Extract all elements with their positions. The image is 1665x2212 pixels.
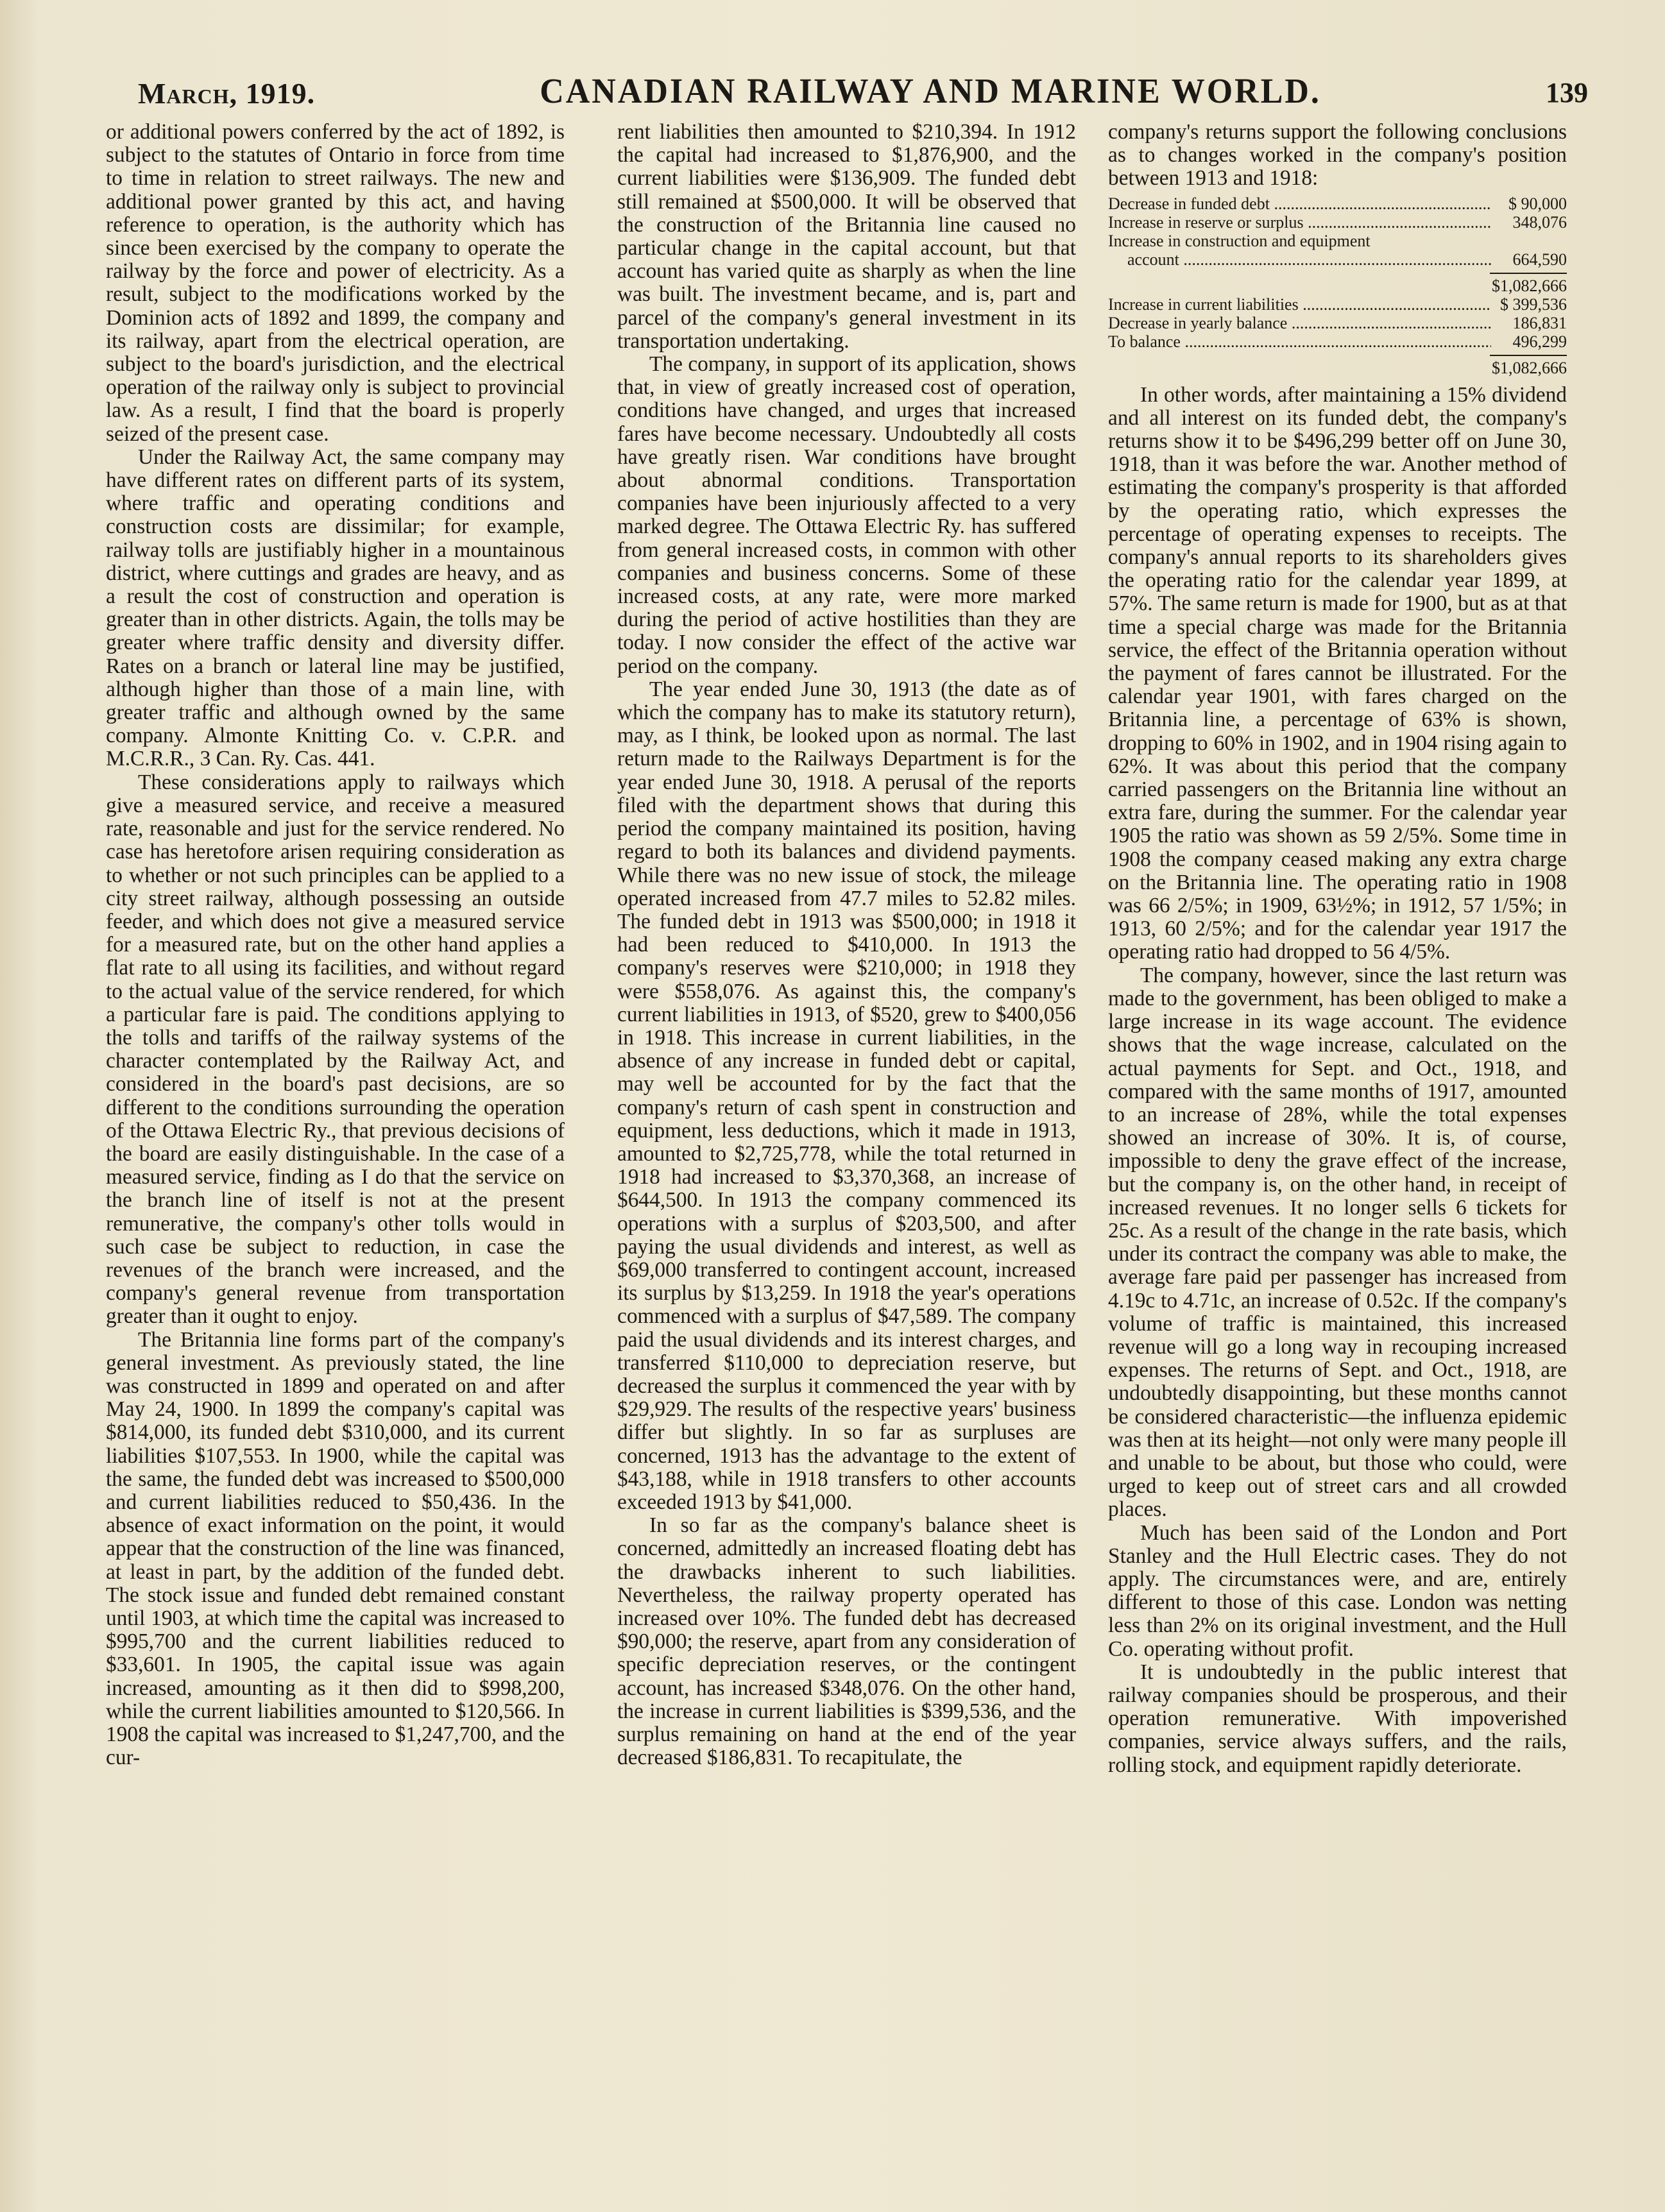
sum-rule <box>1490 273 1567 274</box>
statement-value: 186,831 <box>1512 313 1567 332</box>
statement-label: Increase in reserve or surplus ..... <box>1108 213 1491 232</box>
statement-value: 664,590 <box>1512 250 1567 269</box>
sum-rule <box>1490 355 1567 356</box>
statement-subtotal: $1,082,666 <box>1492 276 1567 295</box>
paragraph: The Britannia line forms part of the company's general investment. As previously stated, the line was constructed in 1899 and operated on and after May 24, 1900. In 1899 the company's capital was $814,000, its funded debt $310,000, and its current liabilities $107,553. In 1900, while the capital was the same, the funded debt was increased to $500,000 and current liabilities reduced to $50,436. In the absence of exact information on the point, it would appear that the construction of the line was financed, at least in part, by the addition of the funded debt. The stock issue and funded debt remained constant until 1903, at which time the capital was increased to $995,700 and the current liabilities reduced to $33,601. In 1905, the capital issue was again increased, amounting as it then did to $998,200, while the current liabilities amounted to $120,566. In 1908 the capital was increased to $1,247,700, and the cur- <box>106 1327 565 1770</box>
statement-label: Decrease in yearly balance ..... <box>1108 314 1491 332</box>
statement-value: $ 90,000 <box>1508 194 1567 213</box>
paragraph: Much has been said of the London and Port Stanley and the Hull Electric cases. They do not apply. The circumstances were, and are, entirely different to those of this case. London was netting less than 2% on its original investment, and the Hull Co. operating without profit. <box>1108 1520 1567 1661</box>
paragraph: or additional powers conferred by the act of 1892, is subject to the statutes of Ontario in force from time to time in relation to street railways. The new and additional power granted by this act, and having reference to operation, is the authority which has since been exercised by the company to operate the railway by the force and power of electricity. As a result, subject to the modifications worked by the Dominion acts of 1892 and 1899, the company and its railway, apart from the electrical operation, are subject to the board's jurisdiction, and the electrical operation of the railway only is subject to provincial law. As a result, I find that the board is properly seized of the present case. <box>106 121 565 446</box>
statement-row <box>1108 295 1567 314</box>
statement-value: 348,076 <box>1512 212 1567 232</box>
paragraph: Under the Railway Act, the same company may have different rates on different parts of its system, where traffic and operating conditions and construction costs are dissimilar; for example, railway tolls are justifiably higher in a mountainous district, where cuttings and grades are heavy, and as a result the cost of construction and operation is greater than in other districts. Again, the tolls may be greater where traffic density and diversity differ. Rates on a branch or lateral line may be justified, although higher than those of a main line, with greater traffic and although owned by the same company. Almonte Knitting Co. v. C.P.R. and M.C.R.R., 3 Can. Ry. Cas. 441. <box>106 445 565 771</box>
statement-total-row <box>1108 359 1567 377</box>
column-2 <box>617 121 1076 2167</box>
statement-label: Increase in construction and equipment <box>1108 231 1370 250</box>
issue-date: March, 1919. <box>138 77 316 110</box>
statement-row <box>1108 232 1567 250</box>
paragraph: These considerations apply to railways which give a measured service, and receive a measured rate, reasonable and just for the service rendered. No case has heretofore arisen requiring consideration as to whether or not such principles can be applied to a city street railway, although possessing an outside feeder, and which does not give a measured service for a measured rate, but on the other hand applies a flat rate to all using its facilities, and without regard to the actual value of the service rendered, for which a particular fare is paid. The conditions applying to the tolls and tariffs of the railway systems of the character contemplated by the Railway Act, and considered in the board's past decisions, are so different to the conditions surrounding the operation of the Ottawa Electric Ry., that previous decisions of the board are easily distinguishable. In the case of a measured service, finding as I do that the service on the branch line of itself is not at the present remunerative, the company's other tolls would in such case be subject to reduction, in case the revenues of the branch were increased, and the company's general revenue from transportation greater than it ought to enjoy. <box>106 770 565 1329</box>
paragraph: It is undoubtedly in the public interest that railway companies should be prosperous, and their operation remunerative. With impoverished companies, service always suffers, and the rails, rolling stock, and equipment rapidly deteriorate. <box>1108 1660 1567 1777</box>
statement-row <box>1108 332 1567 351</box>
paragraph: company's returns support the following conclusions as to changes worked in the company's position between 1913 and 1918: <box>1108 121 1567 191</box>
page-number: 139 <box>1545 77 1588 108</box>
statement-value: $ 399,536 <box>1500 294 1567 314</box>
statement-label: Increase in current liabilities ..... <box>1108 295 1491 314</box>
statement-row <box>1108 213 1567 232</box>
publication-title: CANADIAN RAILWAY AND MARINE WORLD. <box>540 72 1321 111</box>
statement-label: Decrease in funded debt ..... <box>1108 194 1491 213</box>
running-header <box>138 53 1588 110</box>
statement-row <box>1108 314 1567 332</box>
statement-value: 496,299 <box>1512 332 1567 351</box>
paragraph: rent liabilities then amounted to $210,394. In 1912 the capital had increased to $1,876,900, and the current liabilities were $136,909. The funded debt still remained at $500,000. It will be observed that the construction of the Britannia line caused no particular change in the capital account, but that account has varied quite as sharply as when the line was built. The investment became, and is, part and parcel of the company's general investment in its transportation undertaking. <box>617 121 1076 353</box>
statement-row <box>1108 250 1567 269</box>
statement-subtotal-row <box>1108 276 1567 295</box>
statement-row <box>1108 194 1567 213</box>
paragraph: The year ended June 30, 1913 (the date as of which the company has to make its statutory return), may, as I think, be looked upon as normal. The last return made to the Railways Department is for the year ended June 30, 1918. A perusal of the reports filed with the department shows that during this period the company maintained its position, having regard to both its balances and dividend payments. While there was no new issue of stock, the mileage operated increased from 47.7 miles to 52.82 miles. The funded debt in 1913 was $500,000; in 1918 it had been reduced to $410,000. In 1913 the company's reserves were $210,000; in 1918 they were $558,076. As against this, the company's current liabilities in 1913, of $520, grew to $400,056 in 1918. This increase in current liabilities, in the absence of any increase in funded debt or capital, may well be accounted for by the fact that the company's return of cash spent in construction and equipment, less deductions, which it made in 1913, amounted to $2,725,778, while the total returned in 1918 had increased to $3,370,368, an increase of $644,500. In 1913 the company commenced its operations with a surplus of $203,500, and after paying the usual dividends and interest, as well as $69,000 transferred to contingent account, increased its surplus by $13,259. In 1918 the year's operations commenced with a surplus of $47,589. The company paid the usual dividends and its interest charges, and transferred $110,000 to depreciation reserve, but decreased the surplus it commenced the year with by $29,929. The results of the respective years' business differ but slightly. In so far as surpluses are concerned, 1913 has the advantage to the extent of $43,188, while in 1918 transfers to other accounts exceeded 1913 by $41,000. <box>617 677 1076 1514</box>
paragraph: In so far as the company's balance sheet is concerned, admittedly an increased floating debt has the drawbacks inherent to such liabilities. Nevertheless, the railway property operated has increased over 10%. The funded debt has decreased $90,000; the reserve, apart from any consideration of specific depreciation reserves, or the contingent account, has increased $348,076. On the other hand, the increase in current liabilities is $399,536, and the surplus remaining on hand at the end of the year decreased $186,831. To recapitulate, the <box>617 1513 1076 1770</box>
column-1 <box>106 121 565 2167</box>
statement-label: account ..... <box>1108 250 1491 269</box>
column-3 <box>1108 121 1567 2167</box>
financial-statement <box>1108 194 1567 377</box>
paragraph: The company, in support of its application, shows that, in view of greatly increased cost of operation, conditions have changed, and urges that increased fares have become necessary. Undoubtedly all costs have greatly risen. War conditions have brought about abnormal conditions. Transportation companies have been injuriously affected to a very marked degree. The Ottawa Electric Ry. has suffered from general increased costs, in common with other companies and business concerns. Some of these increased costs, at any rate, were more marked during the period of active hostilities than they are today. I now consider the effect of the active war period on the company. <box>617 352 1076 678</box>
paragraph: In other words, after maintaining a 15% dividend and all interest on its funded debt, the company's returns show it to be $496,299 better off on June 30, 1918, than it was before the war. Another method of estimating the company's prosperity is that afforded by the operating ratio, which expresses the percentage of operating expenses to receipts. The company's annual reports to its shareholders gives the operating ratio for the calendar year 1899, at 57%. The same return is made for 1900, but as at that time a special charge was made for the Britannia service, the effect of the Britannia operation without the payment of fares cannot be illustrated. For the calendar year 1901, with fares charged on the Britannia line, a percentage of 63% is shown, dropping to 60% in 1902, and in 1904 rising again to 62%. It was about this period that the company carried passengers on the Britannia line without an extra fare, during the summer. For the calendar year 1905 the ratio was shown as 59 2/5%. Some time in 1908 the company ceased making any extra charge on the Britannia line. The operating ratio in 1908 was 66 2/5%; in 1909, 63½%; in 1912, 57 1/5%; in 1913, 60 2/5%; and for the calendar year 1917 the operating ratio had dropped to 56 4/5%. <box>1108 382 1567 964</box>
statement-total: $1,082,666 <box>1492 358 1567 377</box>
statement-label: To balance ..... <box>1108 332 1491 351</box>
paragraph: The company, however, since the last return was made to the government, has been obliged to make a large increase in its wage account. The evidence shows that the wage increase, calculated on the actual payments for Sept. and Oct., 1918, and compared with the same months of 1917, amounted to an increase of 28%, while the total expenses showed an increase of 30%. It is, of course, impossible to deny the grave effect of the increase, but the company is, on the other hand, in receipt of increased revenues. It no longer sells 6 tickets for 25c. As a result of the change in the rate basis, which under its contract the company was able to make, the average fare paid per passenger has increased from 4.19c to 4.71c, an increase of 0.52c. If the company's volume of traffic is maintained, this increased revenue will go a long way in recouping increased expenses. The returns of Sept. and Oct., 1918, are undoubtedly disappointing, but these months cannot be considered characteristic—the influenza epidemic was then at its height—not only were many people ill and unable to be about, but those who could, were urged to keep out of street cars and all crowded places. <box>1108 963 1567 1522</box>
